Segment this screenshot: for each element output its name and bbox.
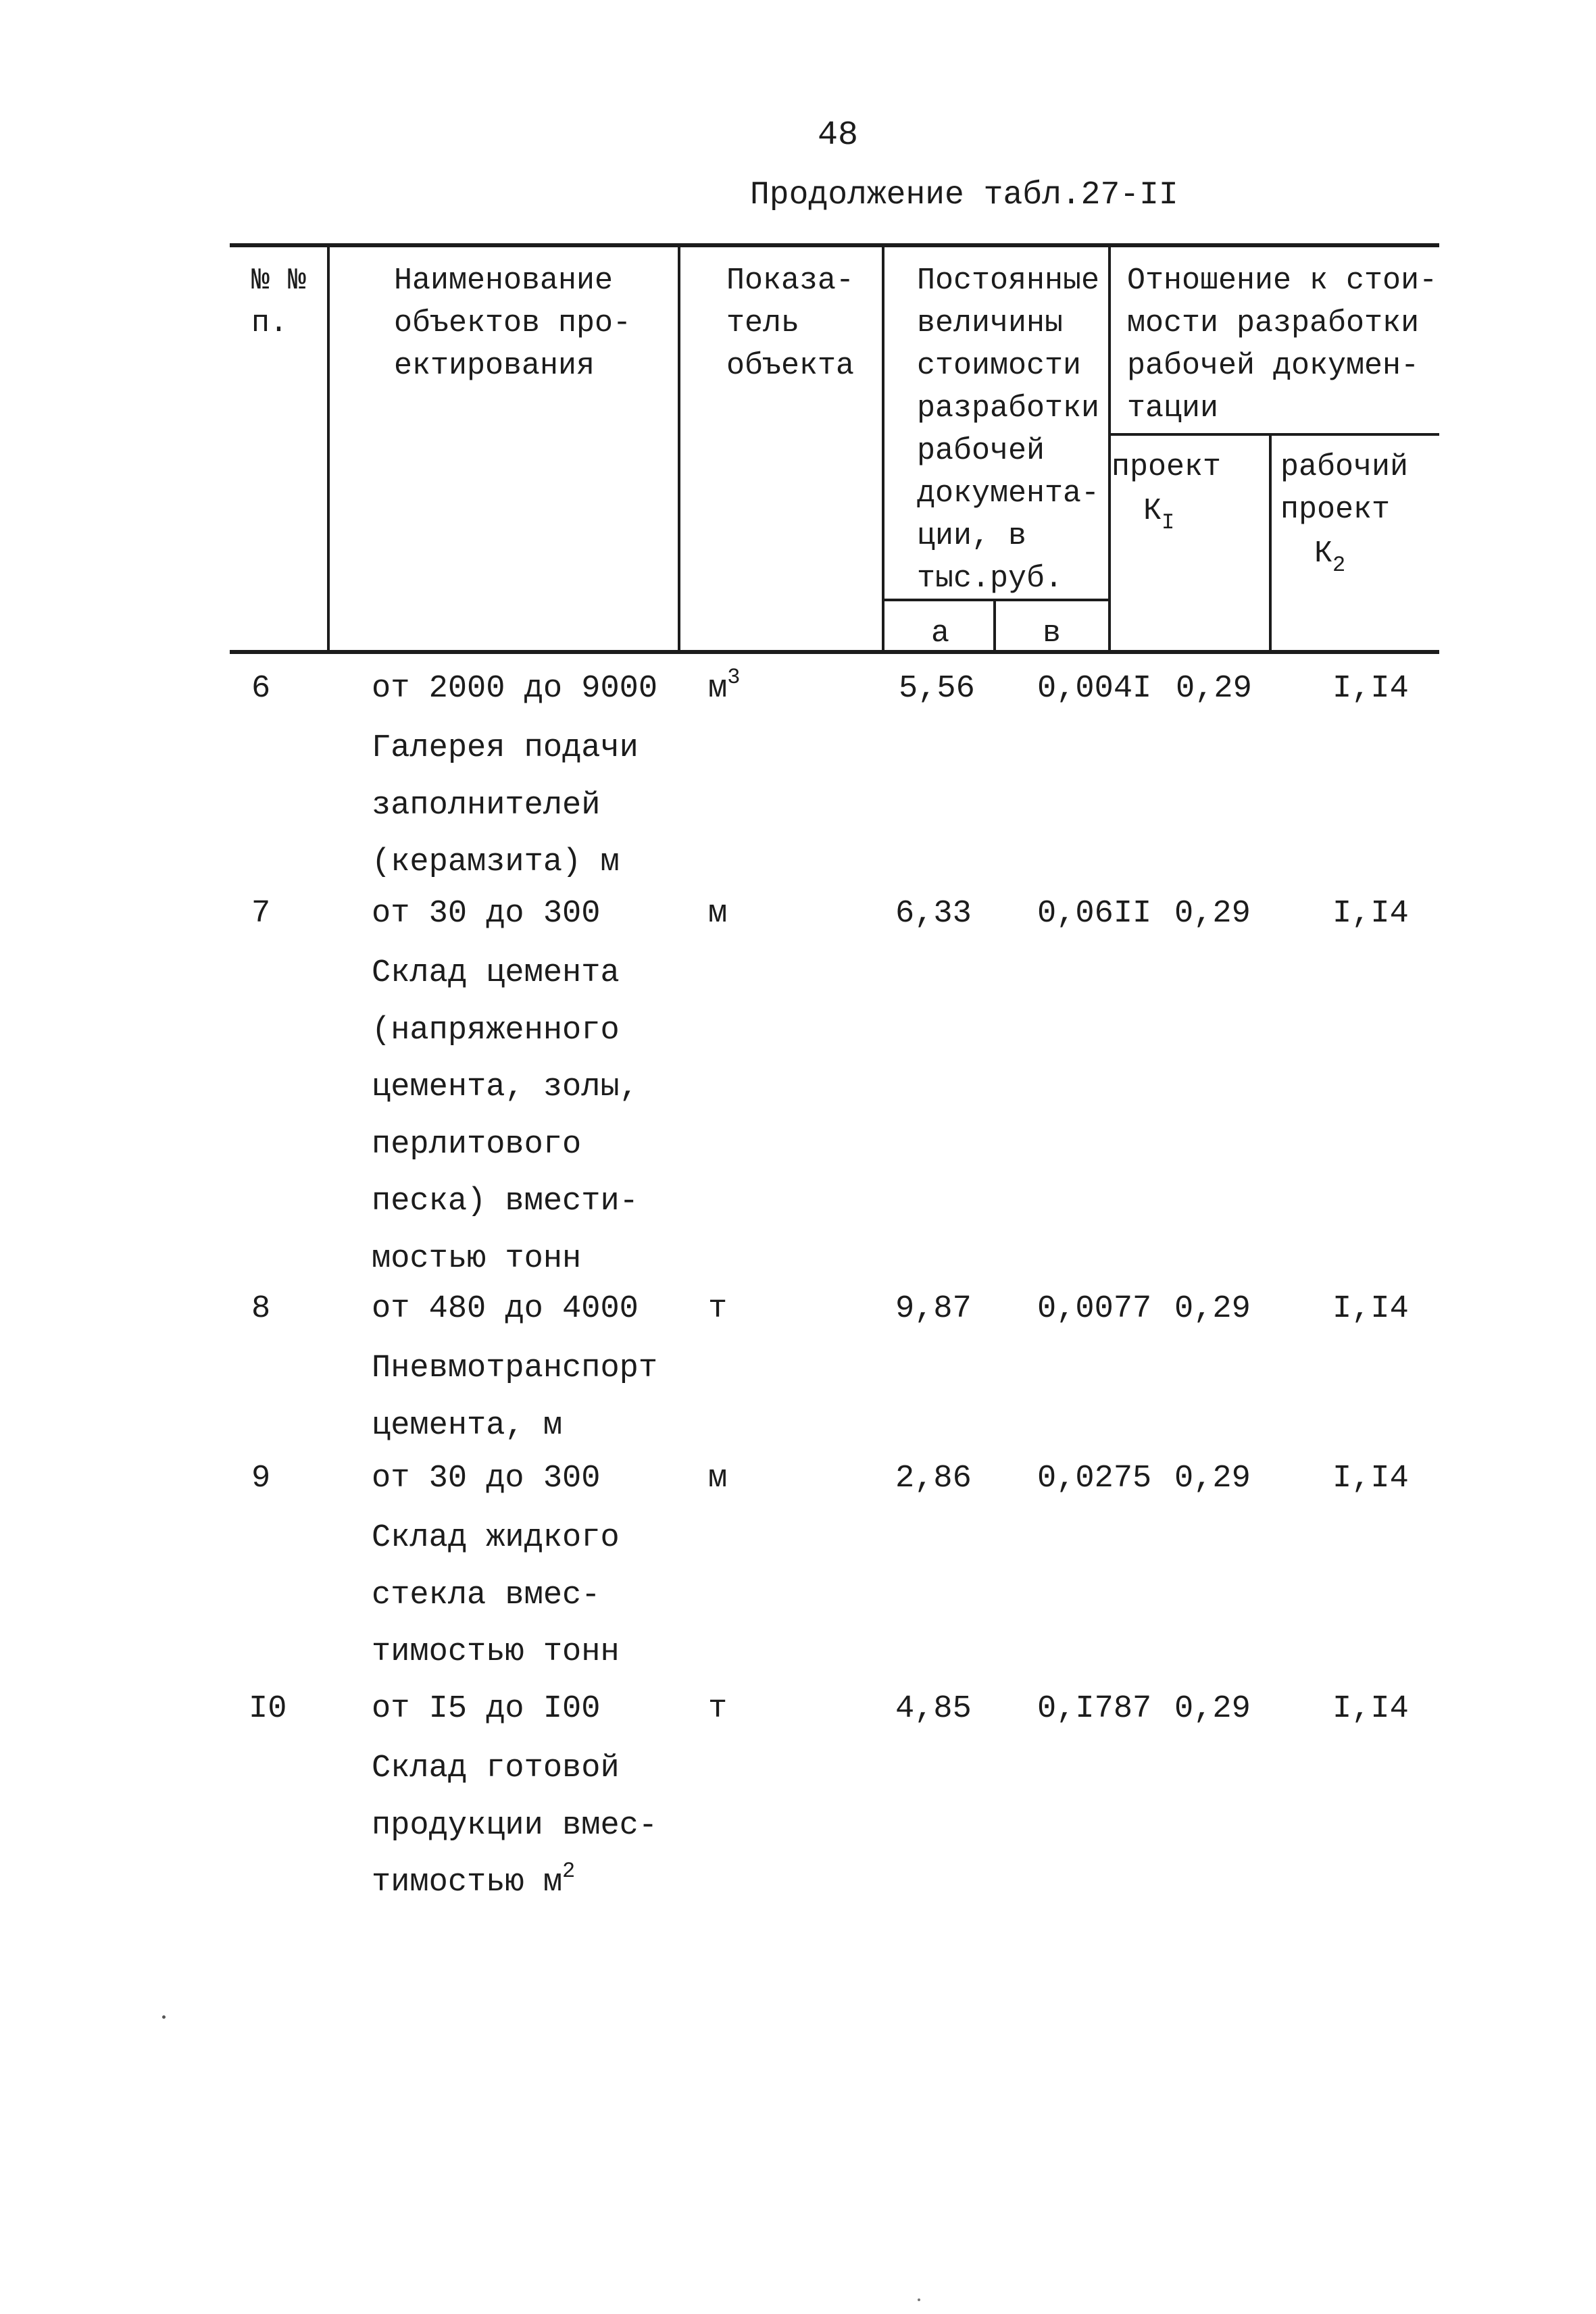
row-value-b: 0,I787 — [1037, 1691, 1152, 1727]
row-value-a: 4,85 — [895, 1691, 972, 1727]
header-constants: Постоянные величины стоимости разработки рабочей документа- ции, в тыс.руб. — [917, 263, 1100, 596]
row-k1: 0,29 — [1174, 1461, 1251, 1496]
ratio-subheader-rule — [1109, 433, 1439, 436]
col-divider-ab — [993, 600, 996, 653]
row-k2: I,I4 — [1332, 1691, 1409, 1727]
row-unit: т — [708, 1291, 728, 1327]
row-k2: I,I4 — [1332, 1291, 1409, 1327]
table-caption: Продолжение табл.27-II — [750, 177, 1178, 213]
object-description: Склад готовой продукции вмес- тимостью $м^2$ — [372, 1751, 658, 1901]
row-value-b: 0,0077 — [1037, 1291, 1152, 1327]
header-ratio: Отношение к стои- мости разработки рабочей докумен- тации — [1127, 263, 1438, 426]
header-k1-label: проект — [1112, 450, 1222, 484]
object-description: Галерея подачи заполнителей (керамзита) м — [372, 730, 639, 880]
scan-speck — [162, 2015, 166, 2019]
col-divider-2 — [678, 245, 680, 653]
header-k2-label: рабочий проект — [1280, 450, 1409, 527]
row-number: I0 — [249, 1691, 287, 1727]
scan-speck — [918, 2298, 920, 2301]
row-k2: I,I4 — [1332, 1461, 1409, 1496]
row-number: 8 — [251, 1291, 271, 1327]
header-col-a: а — [931, 616, 950, 651]
header-number: № № п. — [251, 263, 307, 341]
row-k1: 0,29 — [1174, 1691, 1251, 1727]
row-number: 6 — [251, 671, 271, 707]
row-k1: 0,29 — [1174, 896, 1251, 932]
row-value-b: 0,06II — [1037, 896, 1152, 932]
header-k2-symbol: $К_2$ — [1314, 536, 1346, 578]
row-k2: I,I4 — [1332, 671, 1409, 707]
row-unit: м — [708, 896, 728, 932]
row-value-a: 5,56 — [899, 671, 975, 707]
object-description: Пневмотранспорт цемента, м — [372, 1351, 658, 1444]
row-range: от 30 до 300 — [372, 896, 601, 932]
page-number: 48 — [818, 116, 859, 155]
row-value-b: 0,0275 — [1037, 1461, 1152, 1496]
row-unit: т — [708, 1691, 728, 1727]
row-range: от 30 до 300 — [372, 1461, 601, 1496]
row-unit: м — [708, 1461, 728, 1496]
row-range: от 2000 до 9000 — [372, 671, 658, 707]
row-value-a: 2,86 — [895, 1461, 972, 1496]
header-k1-symbol: $К_I$ — [1143, 494, 1175, 535]
row-k1: 0,29 — [1176, 671, 1252, 707]
row-unit: $м^3$ — [708, 665, 741, 707]
row-number: 7 — [251, 896, 271, 932]
header-col-b: в — [1043, 616, 1062, 651]
table-header-bottom-rule — [230, 650, 1439, 654]
header-object-name: Наименование объектов про- ектирования — [394, 263, 632, 383]
row-value-a: 9,87 — [895, 1291, 972, 1327]
object-description: Склад жидкого стекла вмес- тимостью тонн — [372, 1520, 620, 1670]
row-value-a: 6,33 — [895, 896, 972, 932]
table-top-rule — [230, 243, 1439, 247]
row-value-b: 0,004I — [1037, 671, 1152, 707]
col-divider-3 — [882, 245, 884, 653]
row-k1: 0,29 — [1174, 1291, 1251, 1327]
col-divider-k1k2 — [1269, 434, 1272, 653]
row-k2: I,I4 — [1332, 896, 1409, 932]
header-indicator: Показа- тель объекта — [726, 263, 855, 383]
row-number: 9 — [251, 1461, 271, 1496]
col-divider-4 — [1108, 245, 1111, 653]
col-divider-1 — [327, 245, 330, 653]
row-range: от I5 до I00 — [372, 1691, 601, 1727]
object-description: Склад цемента (напряженного цемента, золы, перлитового песка) вмести- мостью тонн — [372, 955, 639, 1277]
row-range: от 480 до 4000 — [372, 1291, 639, 1327]
